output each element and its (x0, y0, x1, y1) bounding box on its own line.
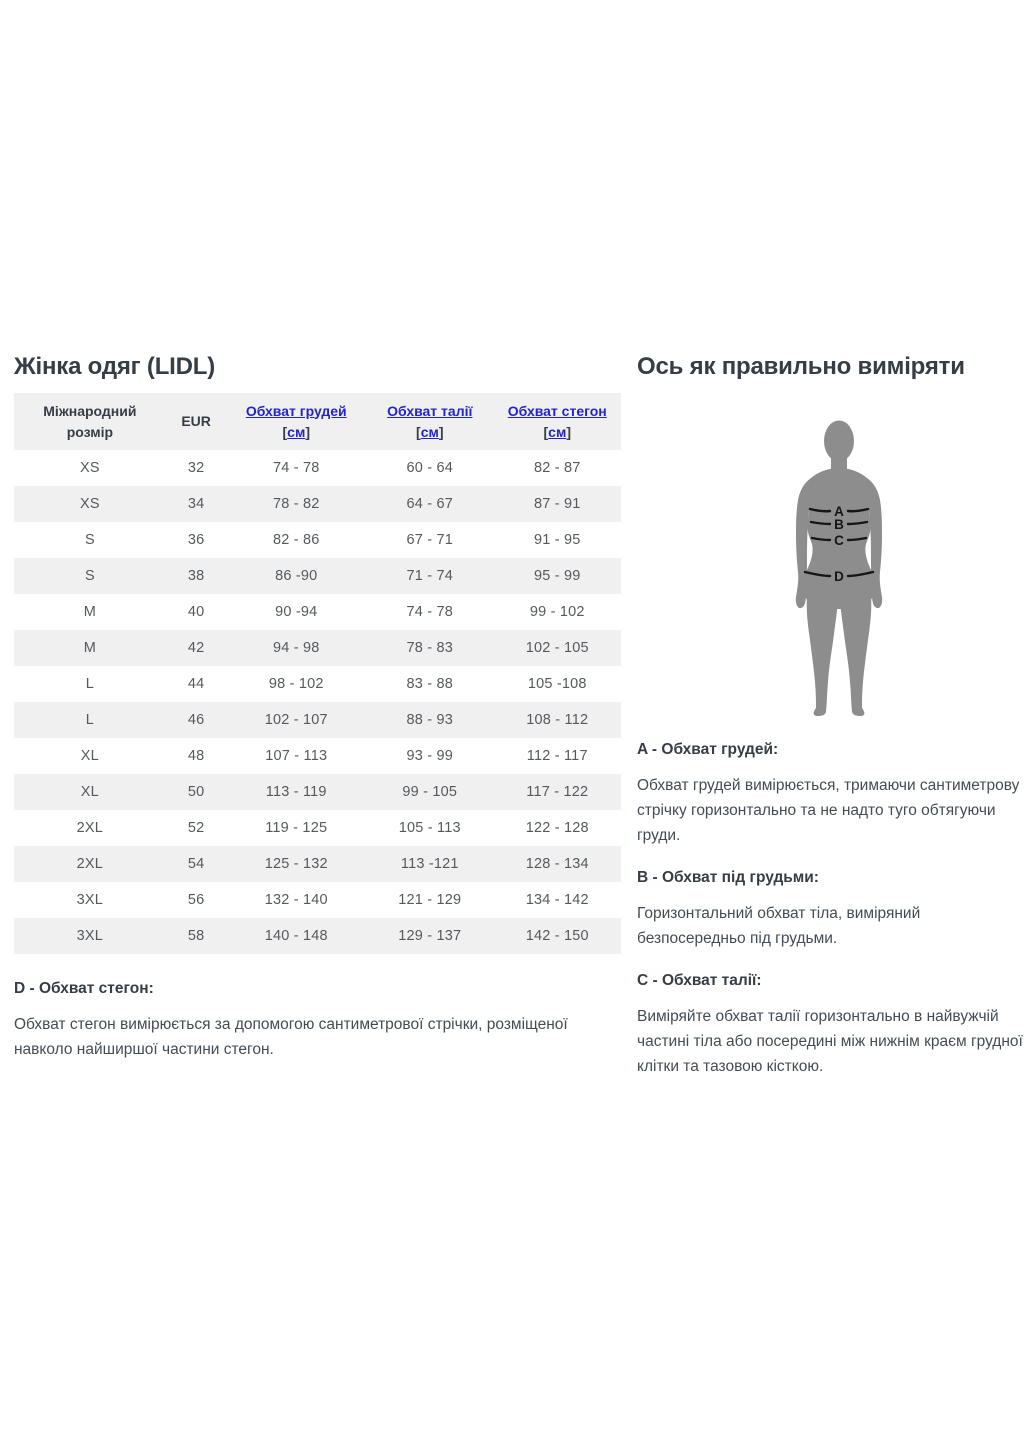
table-row (14, 486, 621, 522)
table-row (14, 738, 621, 774)
table-cell: 64 - 67 (406, 496, 454, 512)
table-cell: 98 - 102 (268, 676, 324, 692)
table-cell: 113 - 119 (265, 784, 327, 800)
table-cell: 38 (187, 568, 205, 584)
table-cell: 74 - 78 (272, 460, 320, 476)
table-cell: L (85, 676, 94, 692)
table-cell: 93 - 99 (406, 748, 454, 764)
table-cell: 132 - 140 (264, 892, 328, 908)
table-cell: 48 (187, 748, 205, 764)
table-cell: 113 -121 (400, 856, 459, 872)
table-cell: 82 - 87 (533, 460, 581, 476)
header-international-size: Міжнародний розмір (14, 393, 166, 450)
table-cell: 122 - 128 (525, 820, 589, 836)
table-cell: 74 - 78 (406, 604, 454, 620)
table-cell: 88 - 93 (406, 712, 454, 728)
table-cell: 102 - 105 (525, 640, 589, 656)
measure-sections (637, 740, 1025, 1079)
table-cell: 36 (187, 532, 205, 548)
table-cell: 32 (187, 460, 205, 476)
table-row (14, 882, 621, 918)
table-row (14, 558, 621, 594)
table-cell: 2XL (76, 820, 104, 836)
table-cell: XS (80, 496, 100, 512)
table-cell: 78 - 82 (272, 496, 320, 512)
table-cell: 34 (187, 496, 205, 512)
table-cell: 42 (187, 640, 205, 656)
label-a: A (834, 504, 844, 519)
body-measurement-figure (759, 420, 919, 720)
table-cell: 94 - 98 (272, 640, 320, 656)
table-row (14, 450, 621, 486)
waist-measure-heading: C - Обхват талії: (637, 972, 762, 989)
table-cell: 125 - 132 (264, 856, 328, 872)
table-cell: 44 (187, 676, 205, 692)
table-row (14, 846, 621, 882)
table-row (14, 810, 621, 846)
chest-measure-text: Обхват грудей вимірюється, тримаючи сантиметрову стрічку горизонтально та не надто туго обтягуючи груди. (637, 777, 1020, 844)
table-row (14, 702, 621, 738)
unit-bracket-open: [ (543, 423, 549, 440)
table-cell: 83 - 88 (406, 676, 454, 692)
chest-link[interactable]: Обхват грудей (245, 402, 347, 419)
waist-measure-text: Виміряйте обхват талії горизонтально в найвужчій частині тіла або посередині між нижнім краєм грудної клітки та тазовою кісткою. (637, 1008, 1023, 1075)
header-hips (494, 393, 621, 450)
chest-measure-heading: A - Обхват грудей: (637, 741, 779, 758)
table-cell: 90 -94 (275, 604, 318, 620)
header-chest (226, 393, 366, 450)
table-cell: 3XL (76, 892, 104, 908)
table-cell: 71 - 74 (406, 568, 454, 584)
hips-measure-heading: D - Обхват стегон: (14, 980, 154, 997)
table-row (14, 594, 621, 630)
table-cell: XS (80, 460, 100, 476)
table-cell: 86 -90 (275, 568, 318, 584)
table-row (14, 918, 621, 954)
table-cell: 2XL (76, 856, 104, 872)
table-cell: L (85, 712, 94, 728)
table-cell: 60 - 64 (406, 460, 454, 476)
table-cell: 58 (187, 928, 205, 944)
table-row (14, 630, 621, 666)
header-eur: EUR (166, 393, 227, 450)
table-cell: 105 -108 (527, 676, 587, 692)
waist-link[interactable]: Обхват талії (387, 402, 473, 419)
table-cell: M (83, 640, 97, 656)
size-table-header (14, 393, 621, 450)
measure-guide-column (637, 352, 1025, 1079)
table-cell: 56 (187, 892, 205, 908)
table-cell: S (84, 568, 95, 584)
table-cell: 67 - 71 (406, 532, 454, 548)
table-cell: 50 (187, 784, 205, 800)
table-cell: 119 - 125 (265, 820, 328, 836)
hips-link[interactable]: Обхват стегон (507, 402, 607, 419)
header-waist (366, 393, 493, 450)
size-table (14, 393, 621, 954)
table-cell: 91 - 95 (533, 532, 581, 548)
label-c: C (834, 533, 844, 548)
table-cell: 99 - 102 (529, 604, 585, 620)
table-cell: 40 (187, 604, 205, 620)
table-cell: 129 - 137 (398, 928, 462, 944)
table-cell: 121 - 129 (398, 892, 462, 908)
female-silhouette-icon (759, 420, 919, 720)
unit-bracket-close: ] (438, 423, 444, 440)
table-cell: XL (80, 784, 99, 800)
hips-measure-text: Обхват стегон вимірюється за допомогою сантиметрової стрічки, розміщеної навколо найширшої частини стегон. (14, 1016, 568, 1058)
unit-bracket-open: [ (416, 423, 421, 440)
size-chart-column (14, 352, 621, 1062)
unit-bracket-close: ] (305, 423, 310, 440)
table-row (14, 774, 621, 810)
underbust-measure-text: Горизонтальний обхват тіла, виміряний безпосередньо під грудьми. (637, 905, 921, 947)
table-header-row (14, 393, 621, 450)
size-table-body (14, 450, 621, 954)
table-cell: 52 (187, 820, 205, 836)
table-cell: 78 - 83 (406, 640, 454, 656)
underbust-measure-heading: B - Обхват під грудьми: (637, 869, 819, 886)
waist-unit-link[interactable]: см (420, 423, 439, 440)
table-cell: 117 - 122 (526, 784, 589, 800)
table-cell: 54 (187, 856, 205, 872)
table-cell: 134 - 142 (525, 892, 589, 908)
table-cell: 46 (187, 712, 205, 728)
table-cell: 82 - 86 (272, 532, 320, 548)
chest-unit-link[interactable]: см (287, 423, 306, 440)
page-title: Жінка одяг (LIDL) (14, 353, 216, 380)
table-row (14, 666, 621, 702)
table-cell: 99 - 105 (402, 784, 458, 800)
label-d: D (834, 569, 844, 584)
table-cell: 87 - 91 (533, 496, 581, 512)
table-cell: 3XL (76, 928, 104, 944)
table-row (14, 522, 621, 558)
table-cell: M (83, 604, 97, 620)
measure-guide-title: Ось як правильно виміряти (637, 353, 965, 380)
table-cell: 108 - 112 (526, 712, 589, 728)
label-b: B (834, 517, 844, 532)
table-cell: XL (80, 748, 99, 764)
table-cell: 142 - 150 (525, 928, 589, 944)
table-cell: 105 - 113 (398, 820, 461, 836)
table-cell: 112 - 117 (526, 748, 588, 764)
table-cell: 128 - 134 (525, 856, 589, 872)
table-cell: 107 - 113 (265, 748, 328, 764)
table-cell: 140 - 148 (264, 928, 328, 944)
unit-bracket-close: ] (566, 423, 571, 440)
table-cell: S (84, 532, 95, 548)
table-cell: 102 - 107 (264, 712, 328, 728)
hips-unit-link[interactable]: см (548, 423, 567, 440)
table-cell: 95 - 99 (533, 568, 581, 584)
unit-bracket-open: [ (282, 423, 288, 440)
